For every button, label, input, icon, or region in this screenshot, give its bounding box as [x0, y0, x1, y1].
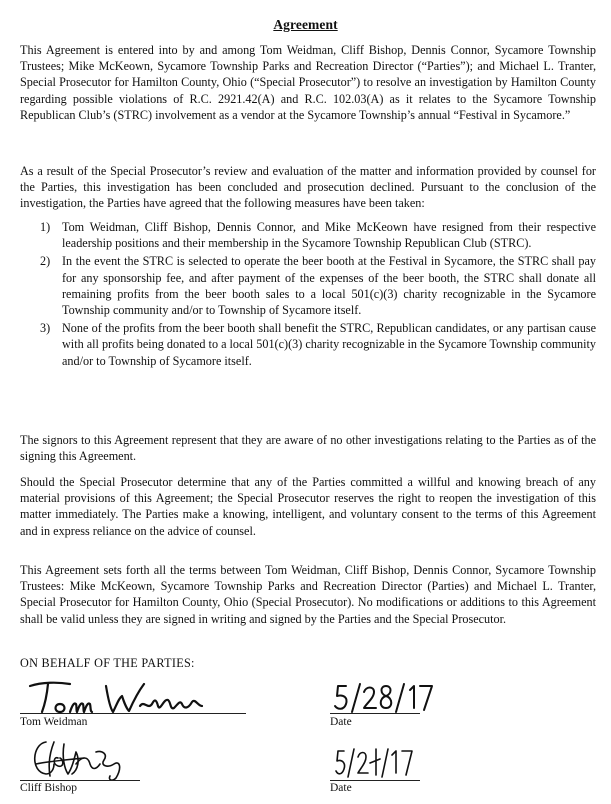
document-title: Agreement: [273, 17, 338, 32]
measures-list: [20, 219, 596, 371]
handwritten-date: [330, 745, 420, 783]
on-behalf-heading: ON BEHALF OF THE PARTIES:: [20, 656, 195, 670]
list-item-text: Tom Weidman, Cliff Bishop, Dennis Connor, and Mike McKeown have resigned from their respective leadership positions and their membership in the Sycamore Township Republican Club (STRC).: [62, 220, 596, 251]
date-label: Date: [330, 782, 352, 794]
date-line: [330, 780, 420, 781]
date-line: [330, 713, 420, 714]
list-item-text: None of the profits from the beer booth shall benefit the STRC, Republican candidates, or any partisan cause with all profits being donated to a local 501(c)(3) charity recognizable in the Sycamore Township community and/or to Township of Sycamore itself.: [62, 321, 597, 368]
investigation-paragraph: As a result of the Special Prosecutor’s review and evaluation of the matter and information provided by counsel for the Parties, this investigation has been concluded and prosecution declined. Pursuant to the conclusion of the investigation, the Parties have agreed that the following measures have been taken:: [20, 164, 596, 211]
list-item-number: 1): [40, 220, 51, 234]
signors-paragraph: The signors to this Agreement represent that they are aware of no other investigations relating to the Parties as of the signing this Agreement.: [20, 433, 596, 464]
signature-line: [20, 780, 140, 781]
signature-image: [24, 734, 144, 784]
signature-image: [20, 676, 220, 718]
terms-paragraph: This Agreement sets forth all the terms between Tom Weidman, Cliff Bishop, Dennis Connor, Sycamore Township Trustees: Mike McKeown, Sycamore Township Parks and Recreation Director (Parties) and Michael L. Tranter, Special Prosecutor for Hamilton County, Ohio (Special Prosecutor). No modifications or additions to this Agreement shall be valid unless they are signed in writing and signed by the Parties and the Special Prosecutor.: [20, 563, 596, 626]
intro-paragraph: This Agreement is entered into by and among Tom Weidman, Cliff Bishop, Dennis Connor, Sycamore Township Trustees; Mike McKeown, Sycamore Township Parks and Recreation Director (“Parties”); and Michael L. Tranter, Special Prosecutor for Hamilton County, Ohio (“Special Prosecutor”) to resolve an investigation by Hamilton County regarding possible violations of R.C. 2921.42(A) and R.C. 102.03(A) as it relates to the Sycamore Township Republican Club’s (STRC) involvement as a vendor at the Sycamore Township’s annual “Festival in Sycamore.”: [20, 43, 596, 122]
handwritten-date: [330, 680, 440, 716]
date-label: Date: [330, 716, 352, 728]
list-item-number: 3): [40, 321, 51, 336]
list-item: [20, 253, 596, 318]
list-item-text: In the event the STRC is selected to operate the beer booth at the Festival in Sycamore, the STRC shall pay for any sponsorship fee, and after payment of the expenses of the beer booth, the STRC shall donate all remaining profits from the beer booth sales to a local 501(c)(3) charity recognizable in the Sycamore Township community and/or to Township of Sycamore itself.: [62, 254, 596, 318]
list-item: [20, 320, 596, 369]
signer-name-label: Cliff Bishop: [20, 782, 77, 794]
list-item-number: 2): [40, 254, 51, 269]
list-item: [20, 219, 596, 251]
breach-paragraph: Should the Special Prosecutor determine that any of the Parties committed a willful and knowing breach of any material provisions of this Agreement; the Special Prosecutor reserves the right to reopen the investigation of this matter immediately. The Parties make a knowing, intelligent, and voluntary consent to the terms of this Agreement and in express reliance on the advice of counsel.: [20, 475, 596, 538]
signature-line: [20, 713, 246, 714]
signer-name-label: Tom Weidman: [20, 716, 88, 728]
